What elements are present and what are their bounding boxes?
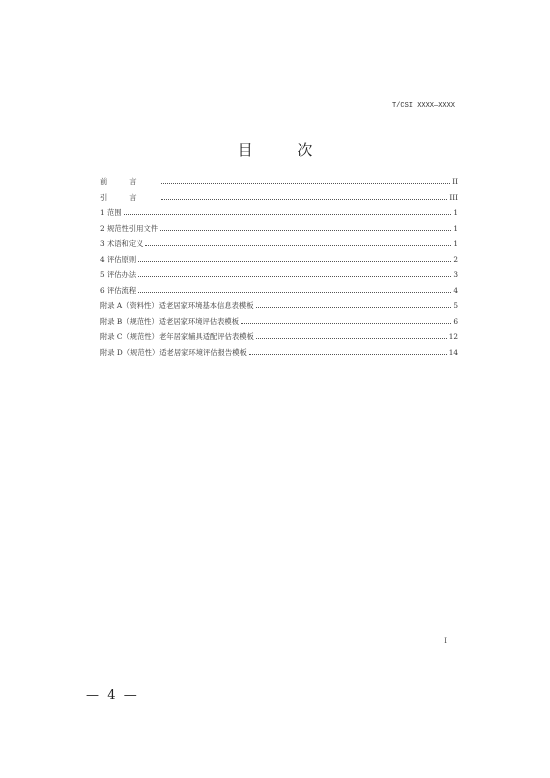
toc-entry[interactable] [100,279,458,295]
toc-dot-leader [138,275,451,277]
toc-dot-leader [161,198,448,200]
toc-entry-page: 14 [448,347,458,357]
toc-dot-leader [138,291,451,293]
toc-entry-label: 2 规范性引用文件 [100,223,159,233]
toc-entry-label: 6 评估流程 [100,285,137,295]
toc-title: 目 次 [237,141,333,159]
toc-entry-page: 2 [453,254,458,264]
toc-dot-leader [256,306,452,308]
toc-entry-label: 前言 [100,177,159,187]
toc-entry-page: 4 [453,285,458,295]
toc-entry-page: 6 [453,316,458,326]
toc-entry-page: 1 [453,208,458,218]
toc-entry[interactable] [100,170,458,186]
toc-entry-label: 3 术语和定义 [100,239,144,249]
toc-dot-leader [256,337,447,339]
toc-entry-label: 附录 C（规范性）老年居家辅具适配评估表模板 [100,332,254,342]
toc-entry[interactable] [100,248,458,264]
toc-entry[interactable] [100,232,458,248]
toc-entry-page: III [449,192,458,202]
toc-entry-page: 1 [453,239,458,249]
toc-entry-label: 附录 B（规范性）适老居家环境评估表模板 [100,316,240,326]
toc-dot-leader [241,322,451,324]
toc-dot-leader [138,260,451,262]
toc-entry-page: 1 [453,223,458,233]
toc-dot-leader [124,213,452,215]
toc-entry-page: II [452,177,458,187]
toc-entry[interactable] [100,263,458,279]
toc-entry-page: 3 [453,270,458,280]
page-folio: I [444,637,447,645]
toc-entry[interactable] [100,201,458,217]
standard-code: T/CSI XXXX—XXXX [391,102,455,110]
toc-entry-label: 引言 [100,192,159,202]
toc-entry-page: 5 [453,301,458,311]
toc-entry-label: 5 评估办法 [100,270,137,280]
toc-dot-leader [161,182,451,184]
toc-entry[interactable] [100,341,458,357]
toc-entry[interactable] [100,325,458,341]
toc-dot-leader [160,229,451,231]
table-of-contents [100,170,458,356]
toc-entry-label: 4 评估原则 [100,254,137,264]
toc-dot-leader [145,244,451,246]
toc-dot-leader [249,353,447,355]
toc-entry[interactable] [100,217,458,233]
toc-entry[interactable] [100,310,458,326]
toc-entry-page: 12 [448,332,458,342]
toc-entry[interactable] [100,186,458,202]
toc-entry-label: 附录 D（规范性）适老居家环境评估报告模板 [100,347,247,357]
toc-entry-label: 1 范围 [100,208,122,218]
print-page-number: — 4 — [86,688,137,703]
toc-entry-label: 附录 A（资料性）适老居家环境基本信息表模板 [100,301,254,311]
toc-entry[interactable] [100,294,458,310]
